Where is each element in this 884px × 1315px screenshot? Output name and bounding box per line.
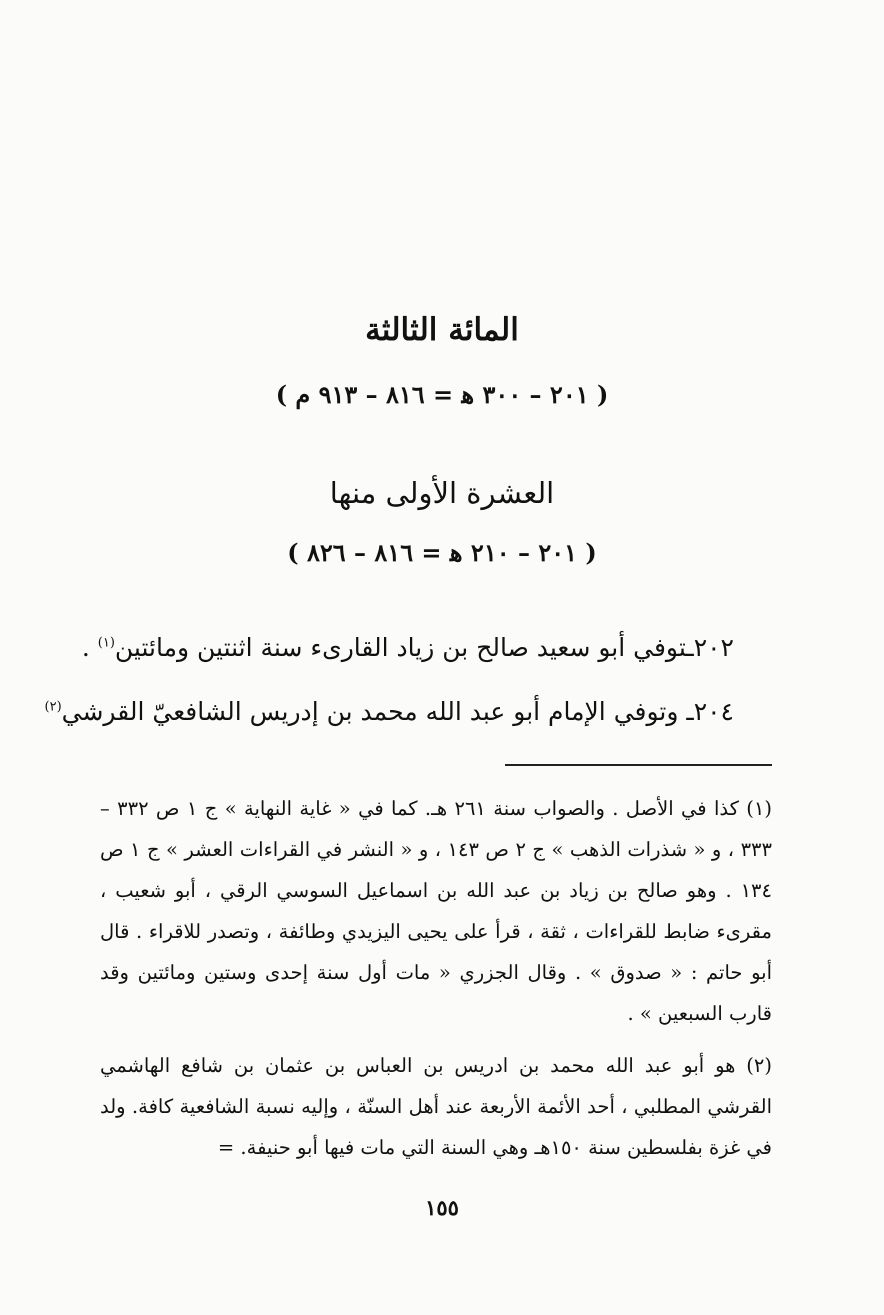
decade-date-range: ( ٢٠١ – ٢١٠ ﻫ = ٨١٦ – ٨٢٦ ) <box>287 538 597 567</box>
decade-heading: العشرة الأولى منها <box>329 476 555 510</box>
page-number: ١٥٥ <box>425 1195 459 1220</box>
century-date-range: ( ٢٠١ – ٣٠٠ ﻫ = ٨١٦ – ٩١٣ م ) <box>275 380 609 409</box>
entry-tail: . <box>81 633 98 662</box>
footnote-divider <box>505 764 772 766</box>
footnote-1: (١) كذا في الأصل . والصواب سنة ٢٦١ هـ. كما في « غاية النهاية » ج ١ ص ٣٣٢ – ٣٣٣ ، و « شذرات الذهب » ج ٢ ص ١٤٣ ، و « النشر في القراءات العشر » ج ١ ص ١٣٤ . وهو صالح بن زياد بن عبد الله بن اسماعيل السوسي الرقي ، أبو شعيب ، مقرىء ضابط للقراءات ، ثقة ، قرأ على يحيى اليزيدي وطائفة ، وتصدر للاقراء . قال أبو حاتم : « صدوق » . وقال الجزري « مات أول سنة إحدى وستين ومائتين وقد قارب السبعين » . <box>100 797 772 1025</box>
footnote-2: (٢) هو أبو عبد الله محمد بن ادريس بن العباس بن عثمان بن شافع الهاشمي القرشي المطلبي ، أحد الأئمة الأربعة عند أهل السنّة ، وإليه نسبة الشافعية كافة. ولد في غزة بفلسطين سنة ١٥٠هـ وهي السنة التي مات فيها أبو حنيفة. = <box>100 1054 772 1159</box>
entry-text: ٢٠٤ـ وتوفي الإمام أبو عبد الله محمد بن إدريس الشافعيّ القرشي <box>61 697 734 726</box>
footnote-ref: (٢) <box>44 699 62 715</box>
entry-text: ٢٠٢ـتوفي أبو سعيد صالح بن زياد القارىء سنة اثنتين ومائتين <box>114 633 734 662</box>
entry-204 <box>44 697 734 726</box>
century-heading: المائة الثالثة <box>365 312 519 348</box>
footnote-ref: (١) <box>97 635 115 651</box>
entry-202 <box>81 633 734 662</box>
